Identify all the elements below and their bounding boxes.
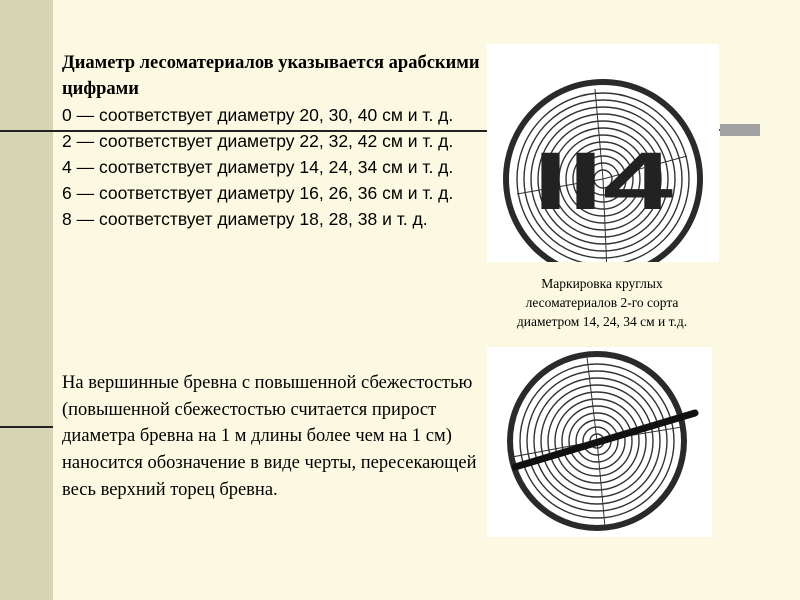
log-taper-illustration: [487, 347, 712, 537]
rule-item: 8 — соответствует диаметру 18, 28, 38 и т. д.: [62, 209, 428, 229]
rule-item: 4 — соответствует диаметру 14, 24, 34 см и т. д.: [62, 157, 454, 177]
accent-bar: [720, 124, 760, 136]
figure-caption: Маркировка круглых лесоматериалов 2-го сорта диаметром 14, 24, 34 см и т.д.: [516, 276, 688, 329]
log-marking-illustration: [487, 44, 719, 262]
band-rule: [0, 426, 53, 428]
diameter-rules-list: [62, 102, 492, 232]
log-marking-text: II4: [533, 136, 674, 227]
rule-item: 2 — соответствует диаметру 22, 32, 42 см и т. д.: [62, 131, 454, 151]
left-decorative-band: [0, 0, 53, 600]
rule-item: 0 — соответствует диаметру 20, 30, 40 см и т. д.: [62, 105, 454, 125]
rule-item: 6 — соответствует диаметру 16, 26, 36 см и т. д.: [62, 183, 454, 203]
slide-heading: Диаметр лесоматериалов указывается арабскими цифрами: [62, 53, 480, 99]
taper-note: На вершинные бревна с повышенной сбежестостью (повышенной сбежестостью считается прирост диаметра бревна на 1 м длины более чем на 1 см) наносится обозначение в виде черты, пересекающей весь верхний торец бревна.: [62, 373, 477, 500]
